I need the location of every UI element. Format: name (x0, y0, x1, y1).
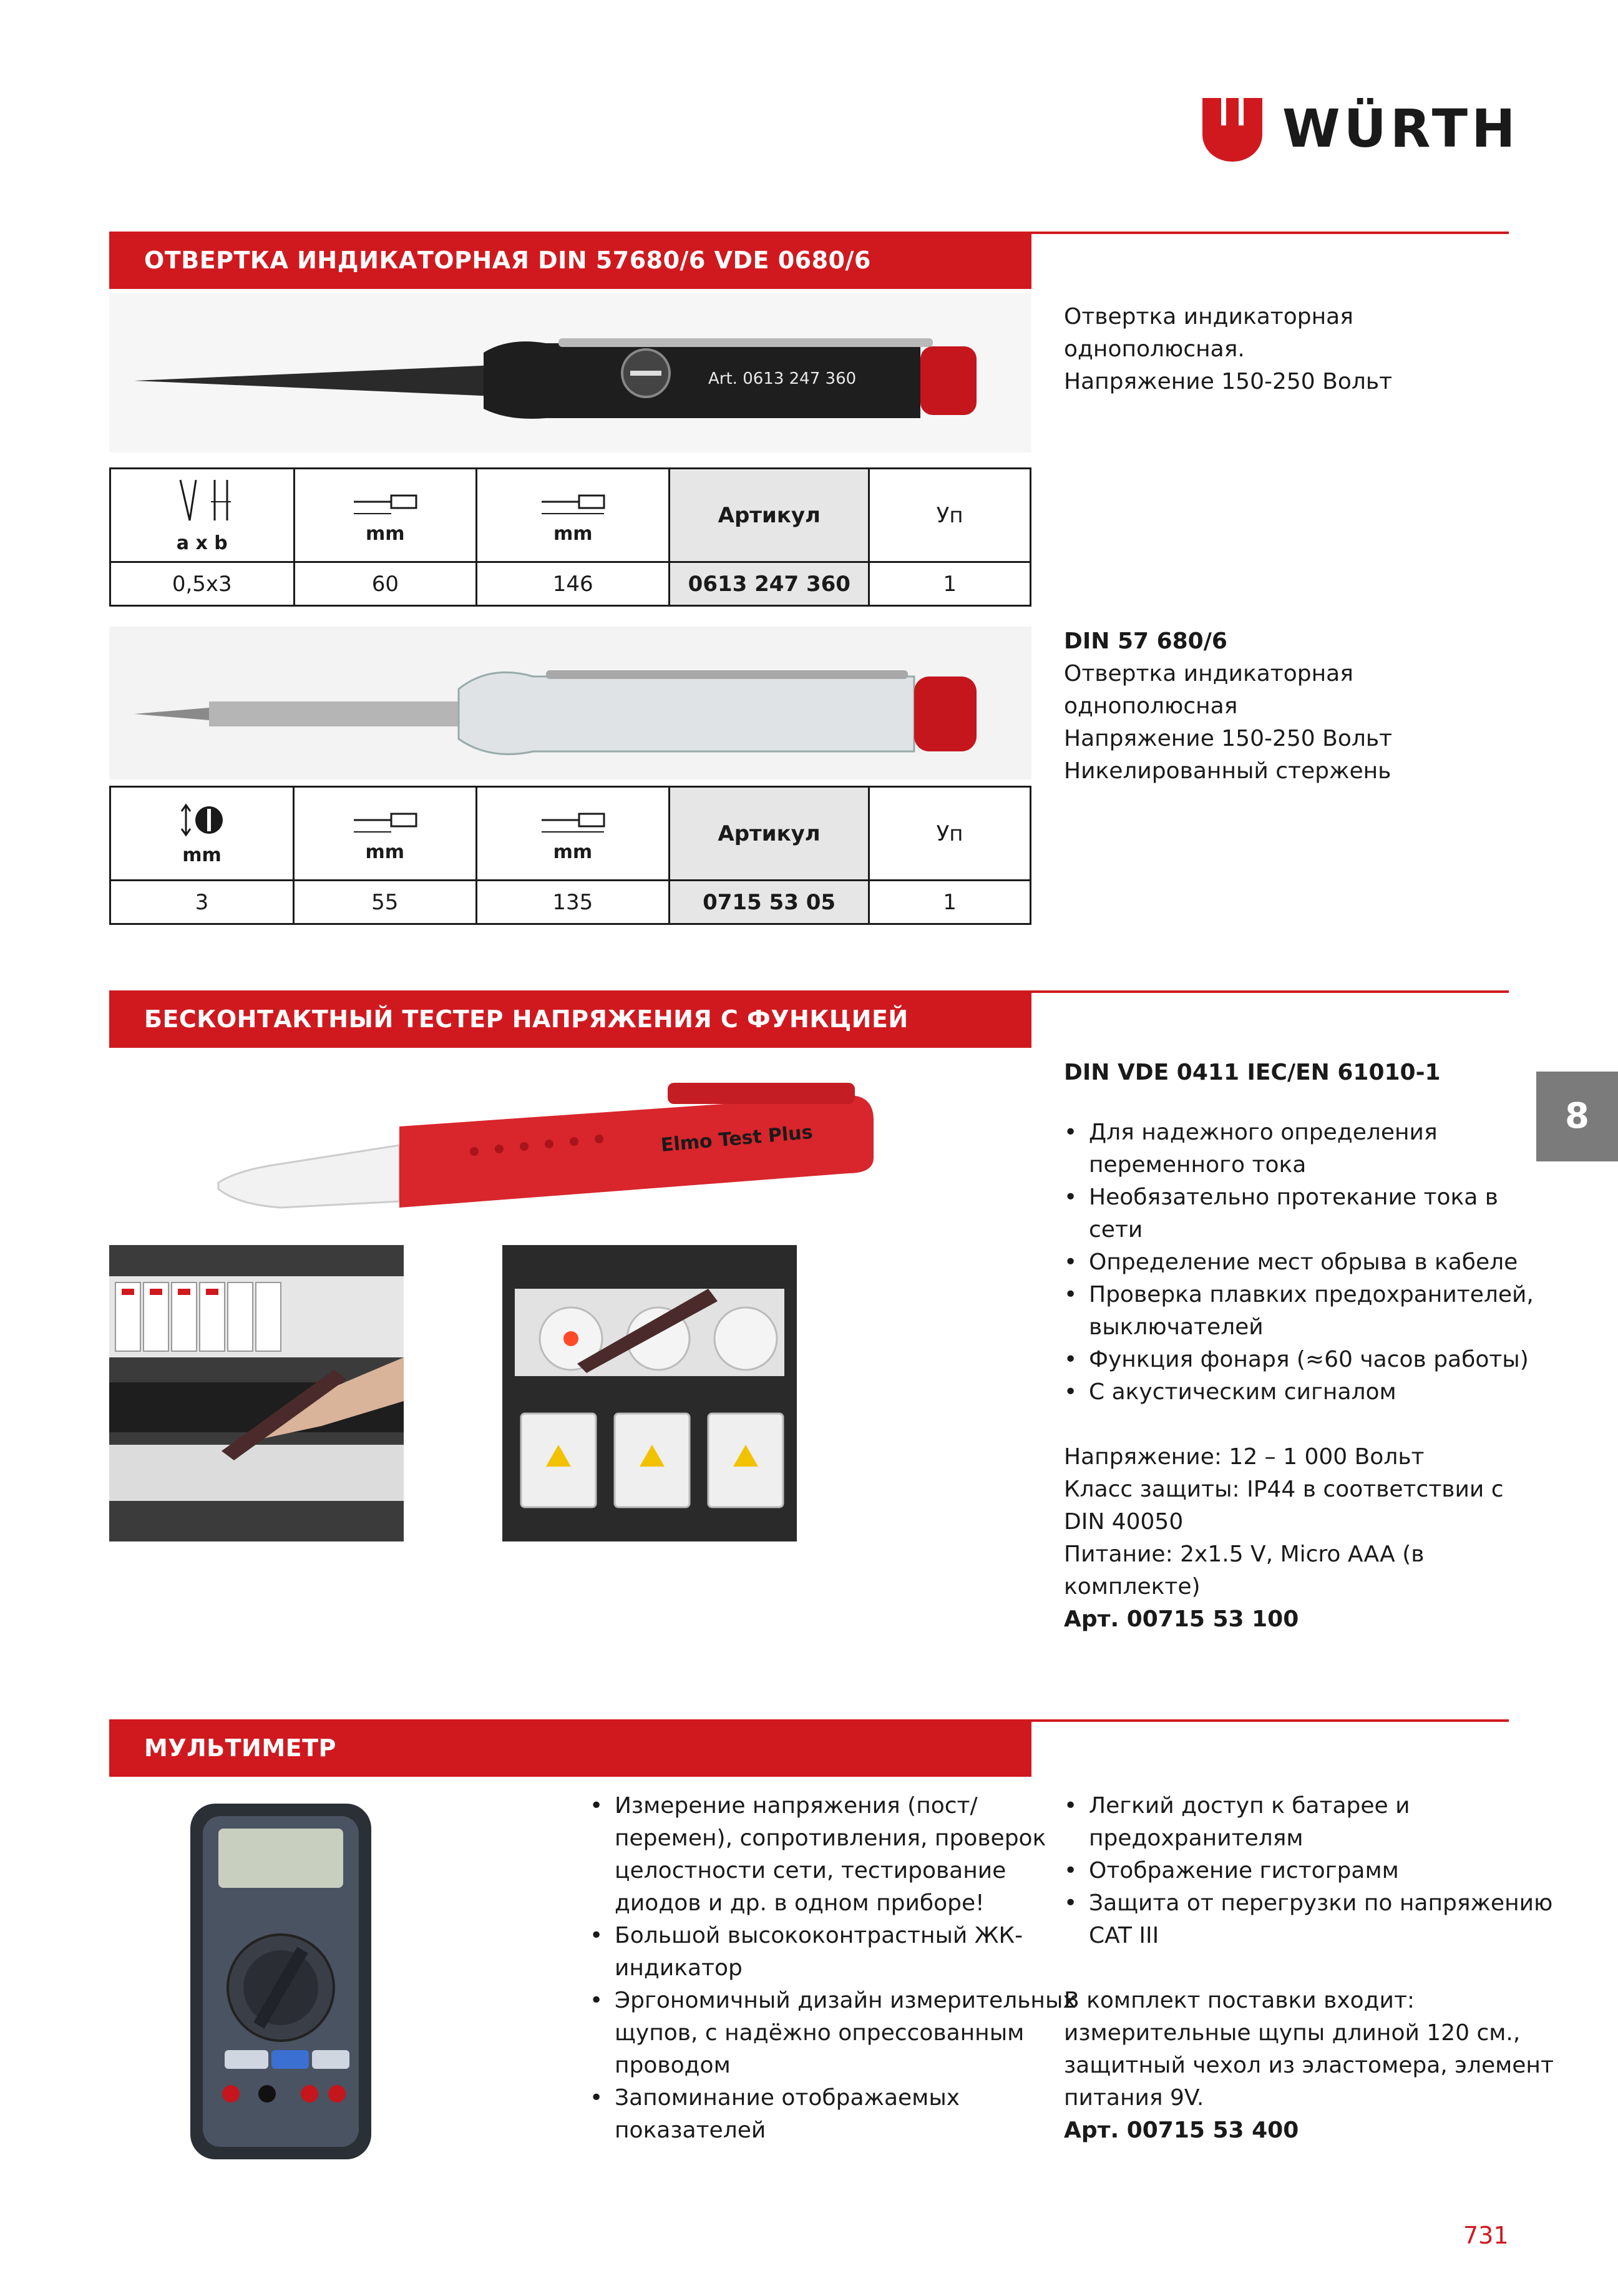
section-divider (1031, 232, 1509, 234)
article-number: 0715 53 05 (670, 881, 869, 924)
multimeter-features-right (1064, 1790, 1554, 2147)
list-item: • Определение мест обрыва в кабеле (1064, 1246, 1534, 1279)
spec-table-product2 (109, 786, 1031, 925)
tester-standard: DIN VDE 0411 IEC/EN 61010-1 (1064, 1060, 1441, 1085)
wurth-logo-icon (1202, 98, 1262, 162)
col-header-article: Артикул (670, 787, 869, 881)
multimeter-article: Арт. 00715 53 400 (1064, 2118, 1299, 2143)
col-header-article: Артикул (670, 469, 869, 562)
col-label-length: mm (553, 522, 593, 545)
list-item: • Запоминание отображаемых показателей (590, 2082, 1076, 2147)
spec-table-product1 (109, 467, 1031, 607)
article-number: 0613 247 360 (670, 562, 869, 606)
product1-description: Отвертка индикаторная однополюсная. Напряжение 150-250 Вольт (1064, 304, 1393, 394)
clear-indicator-screwdriver-image (109, 627, 1031, 779)
col-header-pack: Уп (869, 469, 1031, 562)
total-length-icon (535, 804, 610, 836)
table-row: 0,5x3 60 146 0613 247 360 1 (110, 562, 1031, 606)
list-item: • Большой высококонтрастный ЖК- индикатор (590, 1920, 1076, 1985)
black-indicator-screwdriver-image (109, 293, 1031, 452)
blade-diameter-icon (177, 801, 227, 839)
multimeter-image (187, 1800, 374, 2162)
multimeter-features-left (590, 1790, 1076, 2147)
tester-article: Арт. 00715 53 100 (1064, 1606, 1299, 1632)
col-label-blade: mm (365, 841, 405, 863)
col-label-length: mm (553, 841, 593, 863)
socket-panel-photo (502, 1245, 797, 1541)
tip-dimension-icon (165, 477, 240, 527)
brand-name: WÜRTH (1282, 98, 1519, 159)
section-divider (1031, 1719, 1509, 1722)
col-label-tip: a x b (176, 532, 228, 554)
multimeter-kit: В комплект поставки входит: измерительные щупы длиной 120 см., защитный чехол из эластомера, элемент питания 9V. (1064, 1988, 1554, 2111)
tester-features (1064, 1116, 1534, 1409)
blade-length-icon (348, 486, 422, 517)
blade-length-icon (348, 804, 422, 836)
list-item: • Проверка плавких предохранителей, выключателей (1064, 1279, 1534, 1344)
list-item: • Защита от перегрузки по напряжению CAT III (1064, 1887, 1554, 1952)
list-item: • С акустическим сигналом (1064, 1376, 1534, 1409)
table-row: 3 55 135 0715 53 05 1 (110, 881, 1031, 924)
section-divider (1031, 990, 1509, 993)
section-title-indicator-screwdriver: ОТВЕРТКА ИНДИКАТОРНАЯ DIN 57680/6 VDE 0680/6 (109, 232, 1031, 289)
voltage-tester-image (212, 1058, 899, 1233)
list-item: • Необязательно протекание тока в сети (1064, 1181, 1534, 1246)
screwdriver-imprint: Art. 0613 247 360 (708, 369, 857, 388)
tester-specs: Напряжение: 12 – 1 000 Вольт Класс защиты: IP44 в соответствии с DIN 40050 Питание: 2x1.5 V, Micro AAA (в комплекте) (1064, 1444, 1504, 1600)
page-number: 731 (1463, 2222, 1509, 2249)
chapter-tab: 8 (1536, 1072, 1618, 1161)
tester-info (1064, 1057, 1534, 1636)
list-item: • Эргономичный дизайн измерительных щупов, с надёжно опрессованным проводом (590, 1985, 1076, 2082)
col-label-diameter: mm (182, 844, 222, 866)
tester-label: Elmo Test Plus (660, 1121, 814, 1156)
total-length-icon (535, 486, 610, 517)
fuse-box-photo (109, 1245, 404, 1541)
list-item: • Отображение гистограмм (1064, 1855, 1554, 1887)
list-item: • Измерение напряжения (пост/ перемен), сопротивления, проверок целостности сети, тестирование диодов и др. в одном приборе! (590, 1790, 1076, 1920)
section-title-multimeter: МУЛЬТИМЕТР (109, 1719, 1031, 1777)
list-item: • Легкий доступ к батарее и предохранителям (1064, 1790, 1554, 1855)
col-label-blade: mm (366, 522, 405, 545)
section-title-voltage-tester: БЕСКОНТАКТНЫЙ ТЕСТЕР НАПРЯЖЕНИЯ С ФУНКЦИЕЙ ФОНАРЯ (LED) (109, 990, 1031, 1048)
col-header-pack: Уп (869, 787, 1031, 881)
list-item: • Для надежного определения переменного тока (1064, 1116, 1534, 1181)
product2-description: DIN 57 680/6 Отвертка индикаторная однополюсная Напряжение 150-250 Вольт Никелированный стержень (1064, 628, 1393, 784)
list-item: • Функция фонаря (≈60 часов работы) (1064, 1344, 1534, 1376)
